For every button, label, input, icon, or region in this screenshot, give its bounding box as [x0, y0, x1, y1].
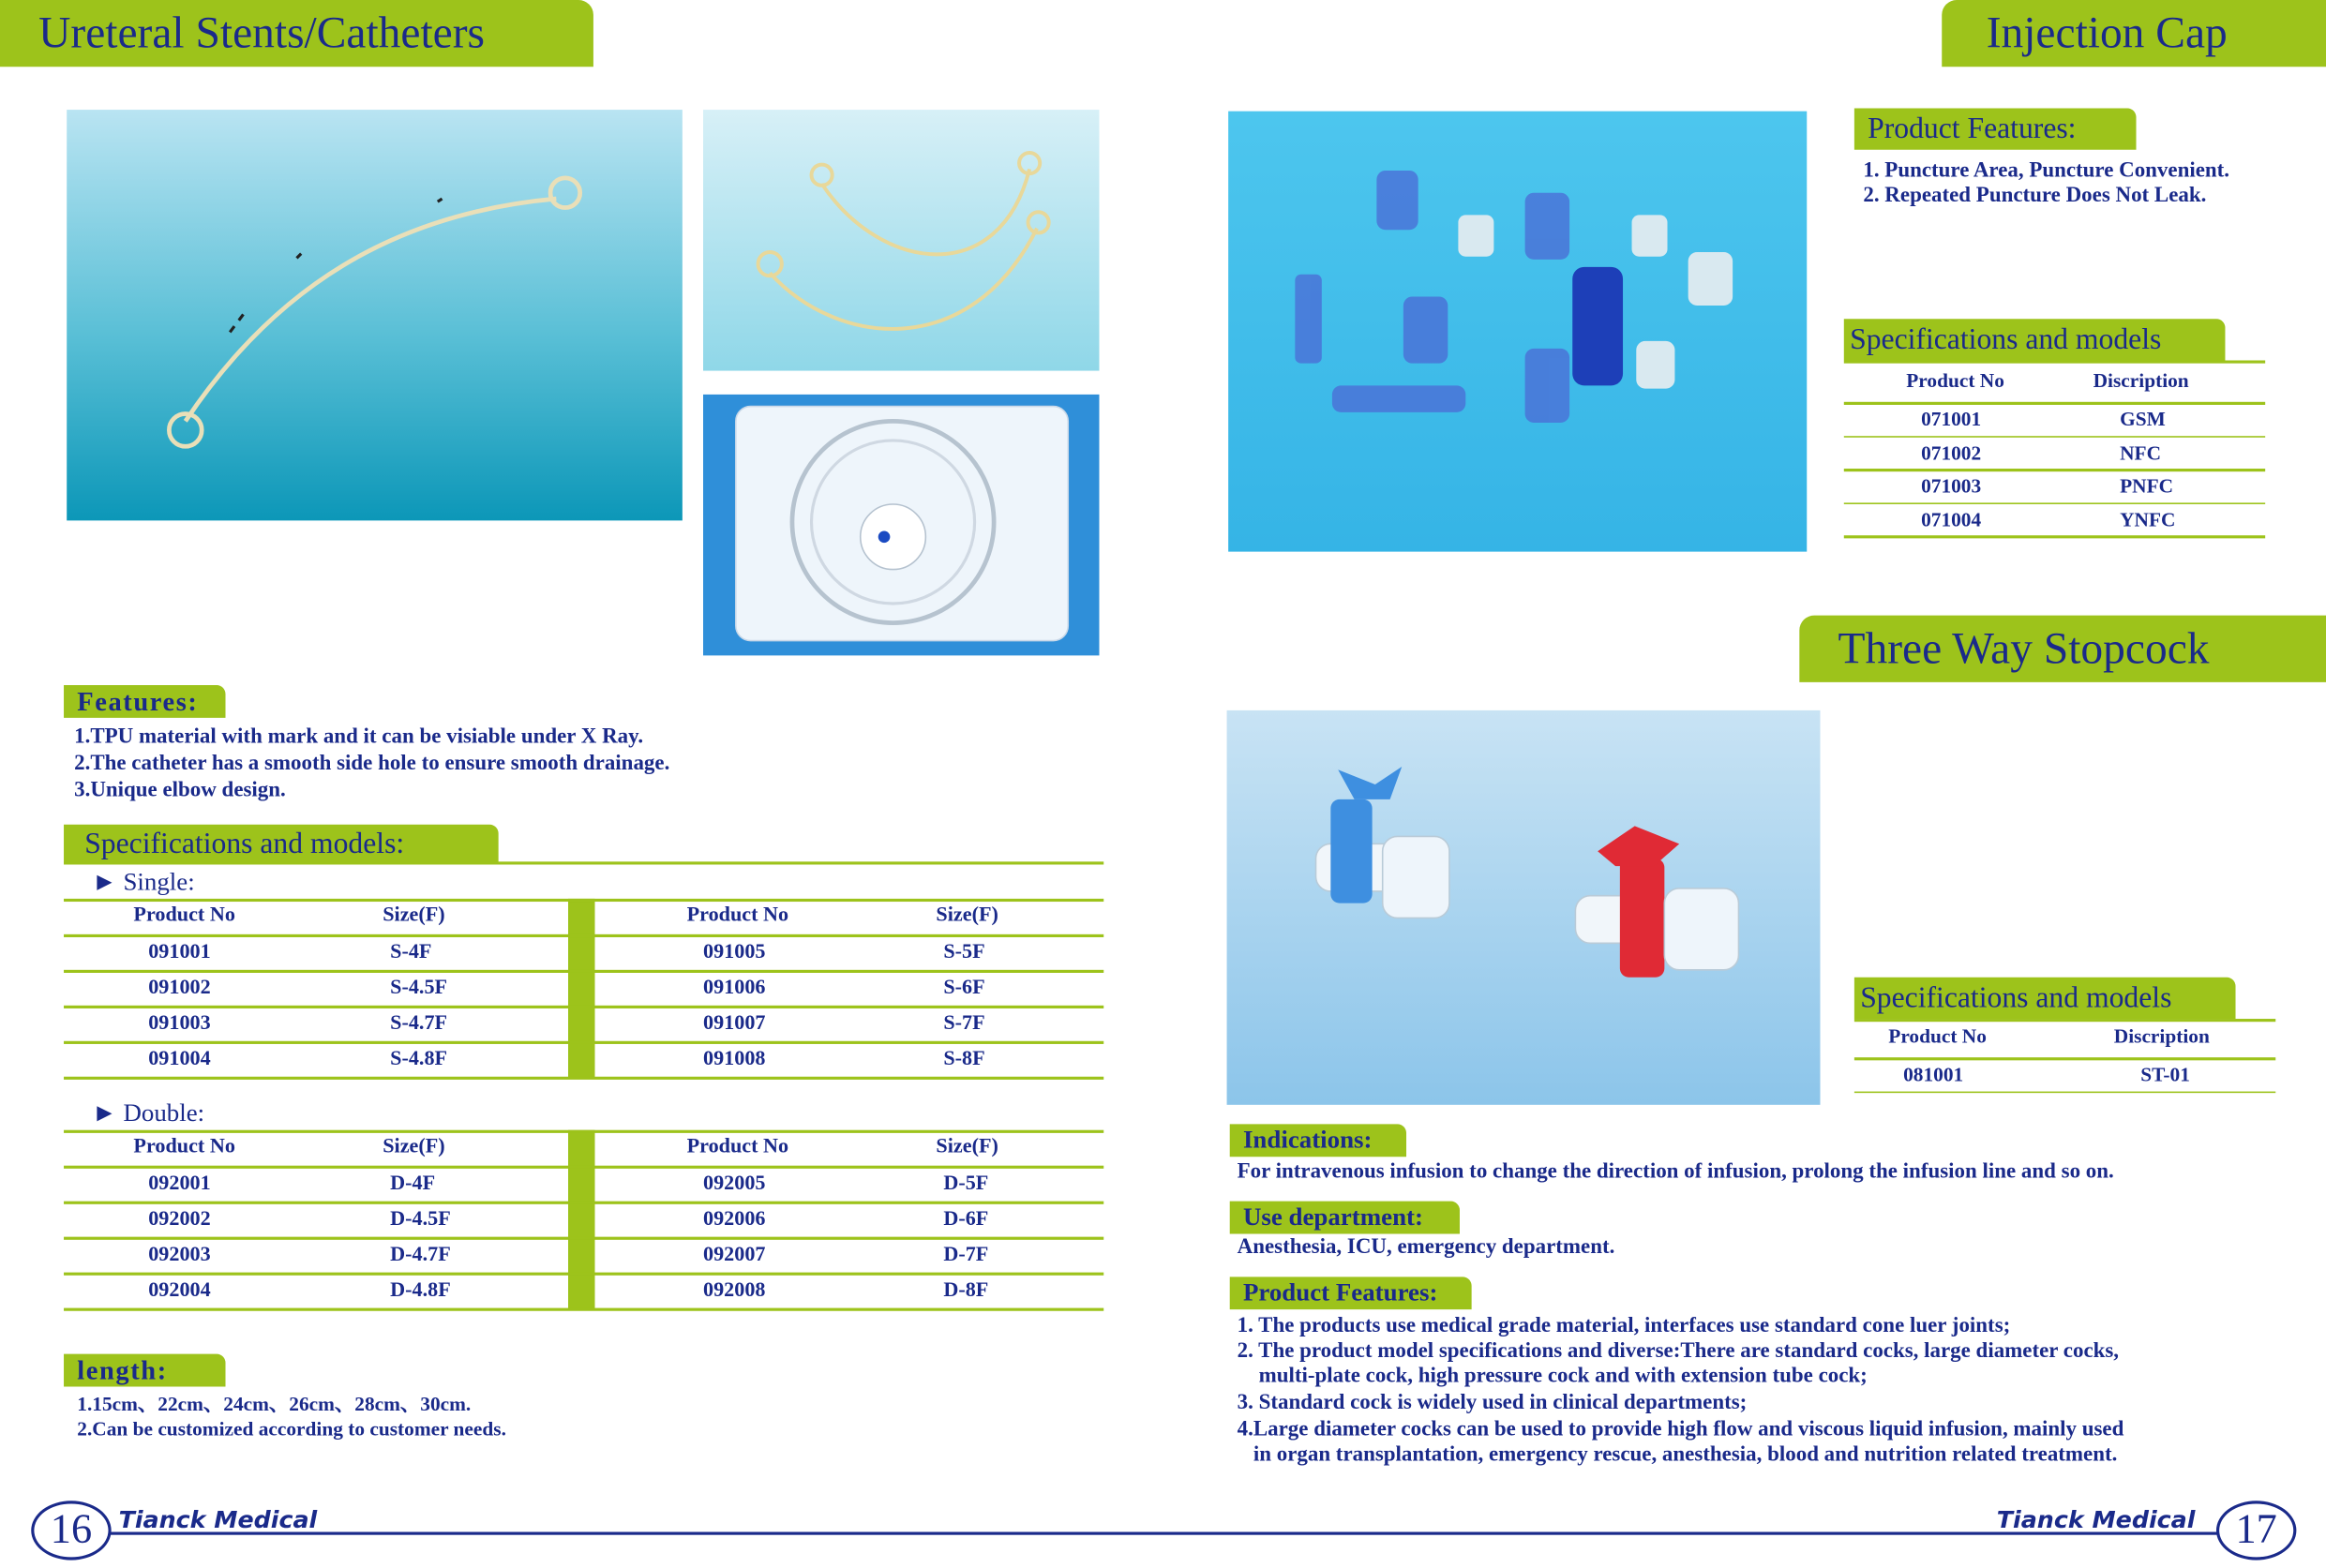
injection-cap-banner: Injection Cap [1942, 0, 2326, 67]
specs-tag: Specifications and models: [64, 825, 499, 863]
single-header-size-right: Size(F) [936, 904, 998, 927]
double-size: D-8F [943, 1279, 989, 1303]
single-label: ► Single: [92, 867, 195, 896]
brand-right: Tianck Medical [1996, 1505, 2196, 1534]
single-product-no: 091008 [703, 1048, 766, 1071]
stopcock-product-no: 081001 [1903, 1063, 1964, 1086]
single-size: S-4.7F [390, 1012, 448, 1036]
stopcock-feature-2: 2. The product model specifications and diverse:There are standard cocks, large diameter cocks, [1237, 1338, 2120, 1364]
single-column-separator [568, 899, 594, 1078]
single-row-line [64, 970, 1103, 972]
double-header-no-left: Product No [133, 1136, 235, 1158]
package-tray-illustration [703, 395, 1099, 655]
stopcock-feature-3: 3. Standard cock is widely used in clinical departments; [1237, 1391, 1748, 1415]
injection-row-line [1844, 469, 2265, 470]
length-item-2: 2.Can be customized according to customer needs. [77, 1417, 506, 1441]
double-product-no: 092008 [703, 1279, 766, 1303]
single-size: S-6F [943, 977, 985, 1000]
single-size: S-4.8F [390, 1048, 448, 1071]
single-size: S-7F [943, 1012, 985, 1036]
injection-caps-illustration [1228, 112, 1807, 552]
stent-photo-double [703, 110, 1099, 370]
stopcock-header-desc: Discription [2113, 1024, 2210, 1048]
double-size: D-4.5F [390, 1208, 451, 1232]
double-size: D-4.8F [390, 1279, 451, 1303]
injection-cap-photo [1228, 112, 1807, 552]
double-size: D-6F [943, 1208, 989, 1232]
double-row-line [64, 1202, 1103, 1203]
injection-features-tag: Product Features: [1854, 109, 2137, 150]
stopcocks-illustration [1227, 710, 1821, 1105]
stopcock-specs-divider [1854, 1019, 2275, 1022]
length-tag: length: [64, 1354, 225, 1387]
single-size: S-8F [943, 1048, 985, 1071]
single-product-no: 091006 [703, 977, 766, 1000]
stopcock-banner: Three Way Stopcock [1799, 616, 2326, 682]
injection-product-no: 071002 [1921, 441, 1982, 464]
stent-package-photo [703, 395, 1099, 655]
page-number-right: 17 [2216, 1501, 2296, 1560]
injection-specs-divider [1844, 360, 2265, 363]
double-stent-illustration [703, 110, 1099, 370]
stopcock-feature-4: 4.Large diameter cocks can be used to provide high flow and viscous liquid infusion, mainly used [1237, 1417, 2124, 1441]
double-row-line [64, 1308, 1103, 1310]
stopcock-header-no: Product No [1888, 1024, 1987, 1048]
double-product-no: 092002 [148, 1208, 211, 1232]
single-product-no: 091004 [148, 1048, 211, 1071]
double-product-no: 092001 [148, 1172, 211, 1196]
double-row-line [64, 1273, 1103, 1275]
single-product-no: 091003 [148, 1012, 211, 1036]
injection-product-no: 071003 [1921, 474, 1982, 498]
double-column-separator [568, 1130, 594, 1309]
double-size: D-5F [943, 1172, 989, 1196]
double-product-no: 092004 [148, 1279, 211, 1303]
injection-description: YNFC [2120, 507, 2176, 530]
length-item-1: 1.15cm、22cm、24cm、26cm、28cm、30cm. [77, 1392, 472, 1415]
double-row-line [64, 1237, 1103, 1239]
double-size: D-4.7F [390, 1244, 451, 1267]
single-product-no: 091007 [703, 1012, 766, 1036]
feature-item-1: 1.TPU material with mark and it can be visiable under X Ray. [74, 724, 644, 750]
injection-header-no: Product No [1906, 368, 2004, 392]
single-product-no: 091001 [148, 941, 211, 964]
double-size: D-4F [390, 1172, 436, 1196]
injection-product-no: 071001 [1921, 408, 1982, 430]
single-row-line [64, 1006, 1103, 1008]
footer-rule [104, 1532, 2223, 1535]
double-header-size-left: Size(F) [383, 1136, 445, 1158]
injection-description: GSM [2120, 408, 2166, 430]
double-size: D-7F [943, 1244, 989, 1267]
injection-feature-2: 2. Repeated Puncture Does Not Leak. [1863, 184, 2207, 208]
single-row-line [64, 1077, 1103, 1079]
stopcock-feature-4-cont: in organ transplantation, emergency rescue, anesthesia, blood and nutrition related treatment. [1237, 1442, 2118, 1467]
stopcock-feature-2-cont: multi-plate cock, high pressure cock and with extension tube cock; [1237, 1364, 1868, 1389]
indications-tag: Indications: [1230, 1124, 1406, 1157]
brand-left: Tianck Medical [118, 1505, 318, 1534]
double-header-size-right: Size(F) [936, 1136, 998, 1158]
single-row-line [64, 899, 1103, 901]
injection-row-line [1844, 502, 2265, 504]
single-size: S-5F [943, 941, 985, 964]
double-product-no: 092007 [703, 1244, 766, 1267]
double-product-no: 092005 [703, 1172, 766, 1196]
injection-description: NFC [2120, 441, 2162, 464]
single-size: S-4F [390, 941, 432, 964]
features-tag: Features: [64, 685, 225, 718]
stopcock-row-line [1854, 1057, 2275, 1059]
single-product-no: 091005 [703, 941, 766, 964]
feature-item-2: 2.The catheter has a smooth side hole to ensure smooth drainage. [74, 752, 670, 776]
injection-header-desc: Discription [2093, 368, 2189, 392]
injection-specs-tag: Specifications and models [1844, 319, 2226, 360]
single-size: S-4.5F [390, 977, 448, 1000]
single-row-line [64, 1041, 1103, 1043]
page-number-left: 16 [31, 1501, 111, 1560]
double-product-no: 092006 [703, 1208, 766, 1232]
single-header-size-left: Size(F) [383, 904, 445, 927]
injection-description: PNFC [2120, 474, 2174, 498]
injection-row-line [1844, 402, 2265, 404]
stopcock-specs-tag: Specifications and models [1854, 978, 2236, 1019]
stopcock-features-tag: Product Features: [1230, 1277, 1472, 1309]
stent-illustration [67, 110, 683, 520]
injection-row-line [1844, 435, 2265, 437]
specs-divider [64, 861, 1103, 864]
single-header-no-right: Product No [686, 904, 789, 927]
use-department-tag: Use department: [1230, 1202, 1460, 1234]
ureteral-stents-banner: Ureteral Stents/Catheters [0, 0, 593, 67]
injection-feature-1: 1. Puncture Area, Puncture Convenient. [1863, 158, 2230, 183]
indications-text: For intravenous infusion to change the direction of infusion, prolong the infusion line and so on. [1237, 1159, 2114, 1184]
injection-product-no: 071004 [1921, 507, 1982, 530]
double-product-no: 092003 [148, 1244, 211, 1267]
double-row-line [64, 1130, 1103, 1132]
stopcock-photo [1227, 710, 1821, 1105]
single-header-no-left: Product No [133, 904, 235, 927]
single-product-no: 091002 [148, 977, 211, 1000]
feature-item-3: 3.Unique elbow design. [74, 778, 286, 803]
use-department-text: Anesthesia, ICU, emergency department. [1237, 1235, 1615, 1260]
double-header-no-right: Product No [686, 1136, 789, 1158]
injection-row-line [1844, 535, 2265, 537]
stopcock-description: ST-01 [2140, 1063, 2190, 1086]
stent-photo-large [67, 110, 683, 520]
stopcock-feature-1: 1. The products use medical grade material, interfaces use standard cone luer joints; [1237, 1313, 2011, 1338]
single-row-line [64, 934, 1103, 936]
double-row-line [64, 1166, 1103, 1168]
double-label: ► Double: [92, 1098, 205, 1127]
stopcock-row-line [1854, 1091, 2275, 1093]
